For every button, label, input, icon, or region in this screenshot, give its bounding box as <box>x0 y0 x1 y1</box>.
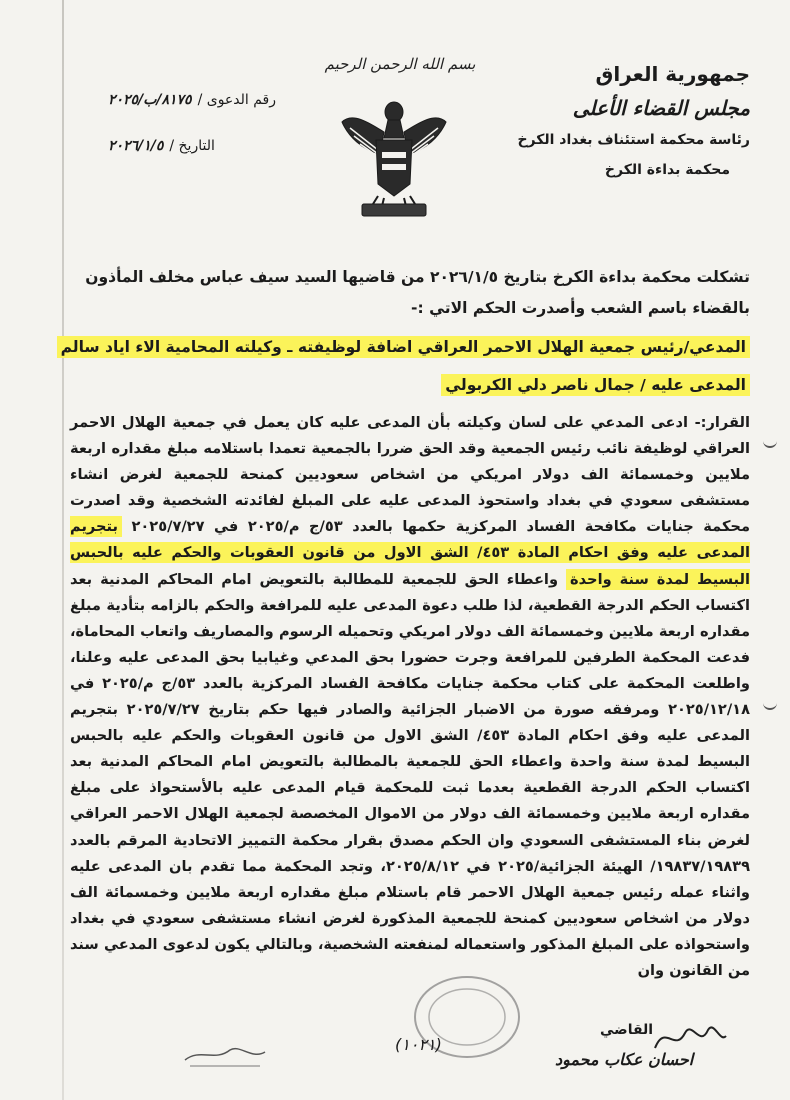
court-formation-intro: تشكلت محكمة بداءة الكرخ بتاريخ ٢٠٢٦/١/٥ من قاضيها السيد سيف عباس مخلف المأذون بالقضاء باسم الشعب وأصدرت الحكم الاتي :- <box>85 268 750 317</box>
decision-text-part1: القرار:- ادعى المدعي على لسان وكيلته بأن المدعى عليه كان يعمل في جمعية الهلال الاحمر العراقي لوظيفة نائب رئيس الجمعية وقد الحق ضررا بالجمعية تعمدا باستلامه مبلغ مقداره اربعة ملايين وخمسمائة الف دولار امريكي من اشخاص سعوديين كمنحة للجمعية لغرض انشاء مستشفى سعودي في بغداد واستحوذ المدعى عليه على المبلغ لفائدته الشخصية وقد اصدرت محكمة جنايات مكافحة الفساد المركزية حكمها بالعدد ٥٣/ج م/٢٠٢٥ في ٢٠٢٥/٧/٢٧ <box>70 414 750 536</box>
country-name: جمهورية العراق <box>595 62 750 86</box>
margin-hole-mark <box>763 700 777 710</box>
letterhead-right <box>470 62 750 178</box>
plaintiff-line <box>57 334 750 360</box>
case-number-label: رقم الدعوى / <box>197 92 276 108</box>
clerk-signature-icon <box>180 1040 270 1070</box>
court-name: محكمة بداءة الكرخ <box>604 162 730 178</box>
date-line <box>108 138 338 154</box>
defendant-text: المدعى عليه / جمال ناصر دلي الكربولي <box>441 374 750 396</box>
case-number-line <box>108 92 338 108</box>
case-info <box>108 92 338 184</box>
council-name: مجلس القضاء الأعلى <box>572 96 750 120</box>
decision-highlighted-verdict: بتجريم المدعى عليه وفق احكام المادة ٤٥٣/ الشق الاول من قانون العقوبات والحكم عليه بالحبس البسيط لمدة سنة واحدة <box>70 518 750 588</box>
plaintiff-text: المدعي/رئيس جمعية الهلال الاحمر العراقي اضافة لوظيفته ـ وكيلته المحامية الاء اياد سالم <box>57 336 750 358</box>
decision-paragraph <box>70 410 750 984</box>
case-number-value: ٨١٧٥/ب/٢٠٢٥ <box>108 92 192 108</box>
decision-text-part2: واعطاء الحق للجمعية للمطالبة بالتعويض امام المحاكم المدنية بعد اكتساب الحكم الدرجة القطعية، لذا طلب دعوة المدعى عليه للمرافعة والحكم بالزامه بتأدية مبلغ مقداره اربعة ملايين وخمسمائة الف دولار امريكي وتحميله الرسوم والمصاريف واتعاب المحاماة، فدعت المحكمة الطرفين للمرافعة وجرت حضورا بحق المدعي وغيابيا بحق المدعى عليه وعلنا، واطلعت المحكمة على كتاب محكمة جنايات مكافحة الفساد المركزية بالعدد ٥٣/ج م/٢٠٢٥ في ٢٠٢٥/١٢/١٨ ومرفقه صورة من الاضبار الجزائية والصادر فيها حكم بتاريخ ٢٠٢٥/٧/٢٧ بتجريم المدعى عليه وفق احكام المادة ٤٥٣/ الشق الاول من قانون العقوبات والحكم عليه بالحبس البسيط لمدة سنة واحدة واعطاء الحق للجمعية بالمطالبة بالتعويض امام المحاكم المدنية بعد اكتساب الحكم الدرجة القطعية بعدما ثبت للمحكمة قيام المدعى عليه بالأستحواذ على مبلغ مقداره اربعة ملايين وخمسمائة الف دولار من الاموال المخصصة لجمعية الهلال الاحمر العراقي لغرض بناء المستشفى السعودي وان الحكم مصدق بقرار محكمة التمييز الاتحادية المرقم بالعدد ١٩٨٣٧/١٩٨٣٩/ الهيئة الجزائية/٢٠٢٥ في ٢٠٢٥/٨/١٢، وتجد المحكمة مما تقدم بان المدعى عليه واثناء عمله رئيس جمعية الهلال الاحمر قام باستلام مبلغ مقداره اربعة ملايين وخمسمائة الف دولار من اشخاص سعوديين كمنحة للجمعية المذكورة لغرض انشاء مستشفى سعودي في بغداد واستحواذه على المبلغ المذكور واستعماله لمنفعته الشخصية، وبالتالي يكون لدعوى المدعي سند من القانون وان <box>70 570 750 979</box>
margin-hole-mark <box>763 438 777 448</box>
signature-number: (١٠٢١) <box>395 1035 442 1054</box>
defendant-line <box>441 372 750 398</box>
eagle-emblem-icon <box>338 92 450 222</box>
basmala: بسم الله الرحمن الرحيم <box>324 55 476 73</box>
judge-title: القاضي <box>600 1022 654 1038</box>
date-value: ٢٠٢٦/١/٥ <box>108 138 164 154</box>
date-label: التاريخ / <box>169 138 215 154</box>
court-presidency: رئاسة محكمة استئناف بغداد الكرخ <box>517 132 750 148</box>
judge-name: احسان عكاب محمود <box>555 1050 694 1069</box>
page-fold-line <box>62 0 64 1100</box>
handwritten-signature-icon <box>650 1018 730 1058</box>
